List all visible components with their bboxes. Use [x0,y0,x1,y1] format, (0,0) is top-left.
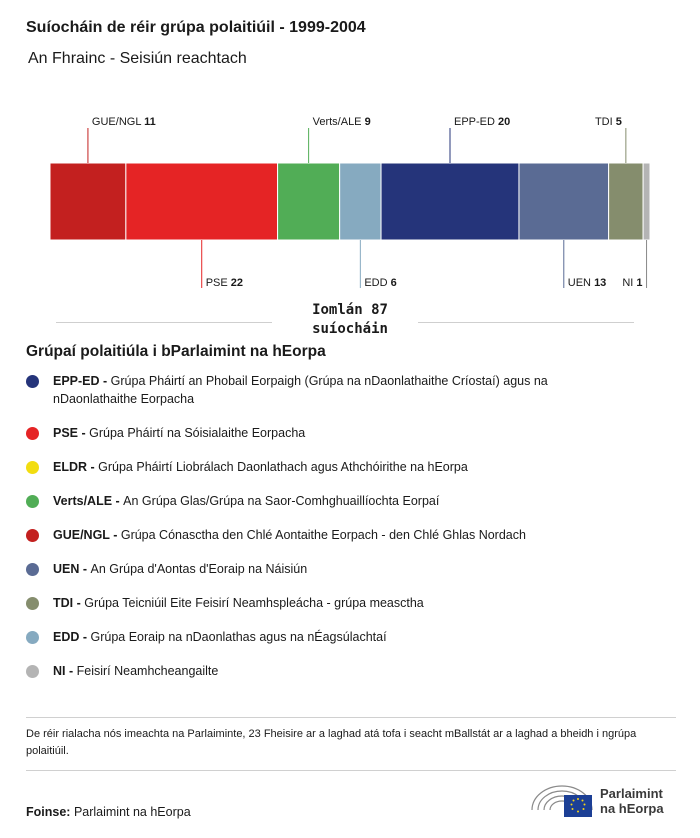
legend-item [26,628,626,646]
segment-value-pse: 22 [230,277,244,289]
segment-name-edd: EDD [364,277,391,289]
segment-name-verts-ale: Verts/ALE [312,116,365,128]
segment-value-verts-ale: 9 [364,116,371,128]
legend-item [26,424,626,442]
logo-text [600,786,664,816]
legend-swatch [26,427,39,440]
legend-swatch [26,563,39,576]
segment-label-epp-ed [454,116,510,128]
legend-item [26,492,626,510]
segment-value-uen: 13 [594,277,607,289]
legend-item [26,372,626,408]
legend-abbr: Verts/ALE - [53,494,124,508]
bar-segment-edd [340,163,381,240]
seat-bar-chart [0,110,700,300]
segment-name-gue-ngl: GUE/NGL [91,116,145,128]
segment-value-edd: 6 [390,277,397,289]
source-line [26,805,191,819]
legend-desc: An Grúpa d'Aontas d'Eoraip na Náisiún [90,562,308,576]
legend-desc: Grúpa Pháirtí an Phobail Eorpaigh (Grúpa na nDaonlathaithe Críostaí) agus na nDaonlathaithe Eorpacha [53,374,548,406]
segment-label-edd [364,277,396,289]
legend-swatch [26,461,39,474]
legend-swatch [26,631,39,644]
legend-desc: An Grúpa Glas/Grúpa na Saor-Comhghuaillíochta Eorpaí [123,494,440,508]
segment-value-gue-ngl: 11 [144,116,156,128]
total-divider-left [56,322,272,323]
legend-desc: Grúpa Pháirtí na Sóisialaithe Eorpacha [89,426,306,440]
total-seats-label: Iomlán 87 suíocháin [312,302,388,337]
segment-label-gue-ngl [92,116,156,128]
bar-segment-epp-ed [381,163,519,240]
legend-swatch [26,529,39,542]
segment-label-pse [206,277,243,289]
source-text: Parlaimint na hEorpa [73,805,191,819]
segment-name-epp-ed: EPP-ED [454,116,499,128]
chart-title: Suíocháin de réir grúpa polaitiúil - 1999-2004 [26,19,366,36]
legend-abbr: PSE - [53,426,90,440]
legend-abbr: UEN - [53,562,91,576]
legend-swatch [26,375,39,388]
legend-swatch [26,665,39,678]
segment-name-ni: NI [622,277,637,289]
legend-swatch [26,597,39,610]
legend-abbr: ELDR - [53,460,99,474]
legend-item [26,594,626,612]
bar-segment-ni [643,163,650,240]
logo-line-2: na hEorpa [600,801,664,816]
bar-segment-verts-ale [278,163,340,240]
segment-label-tdi [595,116,622,128]
segment-value-tdi: 5 [615,116,622,128]
footnote: De réir rialacha nós imeachta na Parlaiminte, 23 Fheisire ar a laghad atá tofa i seacht mBallstát ar a laghad a bheidh i ngrúpa polaitiúil. [26,728,637,757]
legend-item [26,526,626,544]
segment-value-epp-ed: 20 [498,116,511,128]
legend-swatch [26,495,39,508]
legend-desc: Feisirí Neamhcheangailte [76,664,219,678]
segment-name-tdi: TDI [594,116,616,128]
segment-name-pse: PSE [205,277,231,289]
legend-abbr: GUE/NGL - [53,528,121,542]
legend-desc: Grúpa Cónasctha den Chlé Aontaithe Eorpach - den Chlé Ghlas Nordach [120,528,526,542]
legend-abbr: EPP-ED - [53,374,111,388]
legend-abbr: NI - [53,664,77,678]
footer-divider-bottom [26,770,676,771]
bar-segment-uen [519,163,609,240]
segment-value-ni: 1 [636,277,643,289]
segment-label-verts-ale [313,116,371,128]
segment-label-uen [568,277,607,289]
legend-title: Grúpaí polaitiúla i bParlaimint na hEorpa [26,343,326,360]
bar-segment-gue-ngl [50,163,126,240]
legend-desc: Grúpa Eoraip na nDaonlathas agus na nÉagsúlachtaí [90,630,387,644]
footer-divider-top [26,717,676,718]
legend-item [26,560,626,578]
legend-item [26,662,626,680]
legend-desc: Grúpa Teicniúil Eite Feisirí Neamhspleácha - grúpa measctha [84,596,424,610]
total-divider-right [418,322,634,323]
logo-line-1: Parlaimint [600,786,663,801]
bar-segment-pse [126,163,278,240]
legend-item [26,458,626,476]
segment-name-uen: UEN [567,277,595,289]
source-label: Foinse: [26,805,71,819]
legend-abbr: TDI - [53,596,85,610]
legend-desc: Grúpa Pháirtí Liobrálach Daonlathach agus Athchóirithe na hEorpa [98,460,468,474]
legend [26,372,626,696]
bar-segment-tdi [609,163,643,240]
legend-abbr: EDD - [53,630,91,644]
chart-subtitle: An Fhrainc - Seisiún reachtach [28,50,247,67]
segment-label-ni [622,277,642,289]
